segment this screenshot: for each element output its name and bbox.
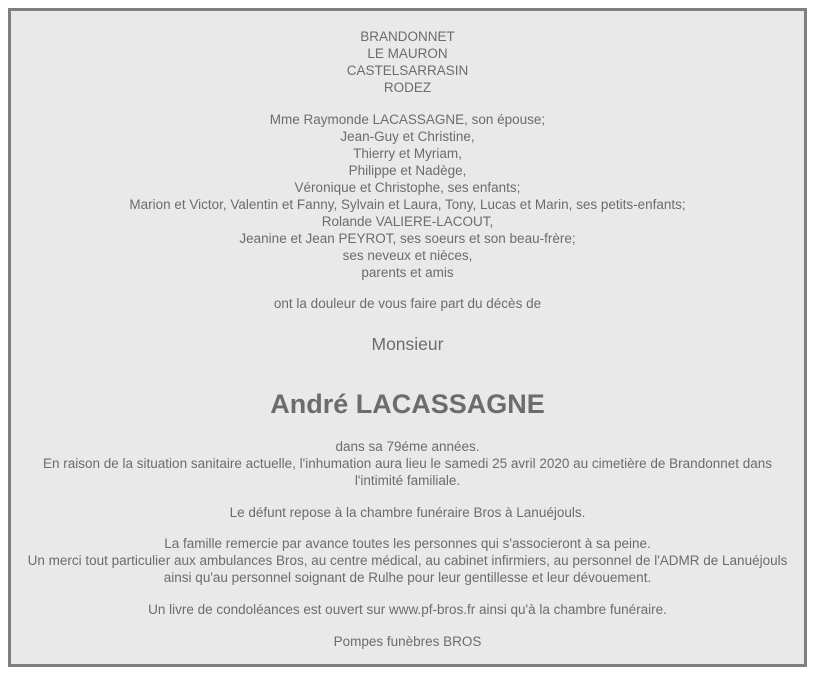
family-line: Philippe et Nadège, [348, 163, 467, 178]
family-line: parents et amis [361, 265, 454, 280]
age-line: dans sa 79éme années. [335, 439, 480, 454]
announcement-text: ont la douleur de vous faire part du décès de [273, 296, 542, 311]
burial-text: En raison de la situation sanitaire actuelle, l'inhumation aura lieu le samedi 25 avril 2020 au cimetière de Brandonnet dans l'intimité familiale. [42, 456, 773, 488]
locations-list [11, 28, 804, 96]
repose-text: Le défunt repose à la chambre funéraire Bros à Lanuéjouls. [229, 505, 586, 520]
family-line: Thierry et Myriam, [353, 146, 462, 161]
family-line: Marion et Victor, Valentin et Fanny, Sylvain et Laura, Tony, Lucas et Marin, ses petits-enfants; [129, 197, 686, 212]
obituary-notice [8, 8, 807, 667]
family-line: Jeanine et Jean PEYROT, ses soeurs et son beau-frère; [239, 231, 576, 246]
family-line: Jean-Guy et Christine, [340, 129, 475, 144]
location-line: CASTELSARRASIN [346, 63, 469, 78]
deceased-name: André LACASSAGNE [270, 389, 545, 419]
location-line: BRANDONNET [360, 29, 455, 44]
thanks-text: Un merci tout particulier aux ambulances Bros, au centre médical, au cabinet infirmiers, au personnel de l'ADMR de Lanuéjouls ainsi qu'au personnel soignant de Rulhe pour leur gentillesse et leur dévouement. [27, 553, 788, 585]
condolences-text: Un livre de condoléances est ouvert sur www.pf-bros.fr ainsi qu'à la chambre funéraire. [148, 602, 667, 617]
family-line: Véronique et Christophe, ses enfants; [294, 180, 521, 195]
family-line: ses neveux et nièces, [342, 248, 473, 263]
location-line: LE MAURON [367, 46, 448, 61]
signature: Pompes funèbres BROS [333, 634, 482, 649]
location-line: RODEZ [383, 80, 432, 95]
family-line: Rolande VALIERE-LACOUT, [321, 214, 494, 229]
family-list [11, 111, 804, 281]
family-line: Mme Raymonde LACASSAGNE, son épouse; [269, 112, 546, 127]
thanks-line: La famille remercie par avance toutes les personnes qui s'associeront à sa peine. [164, 536, 651, 551]
honorific-title: Monsieur [371, 334, 444, 354]
